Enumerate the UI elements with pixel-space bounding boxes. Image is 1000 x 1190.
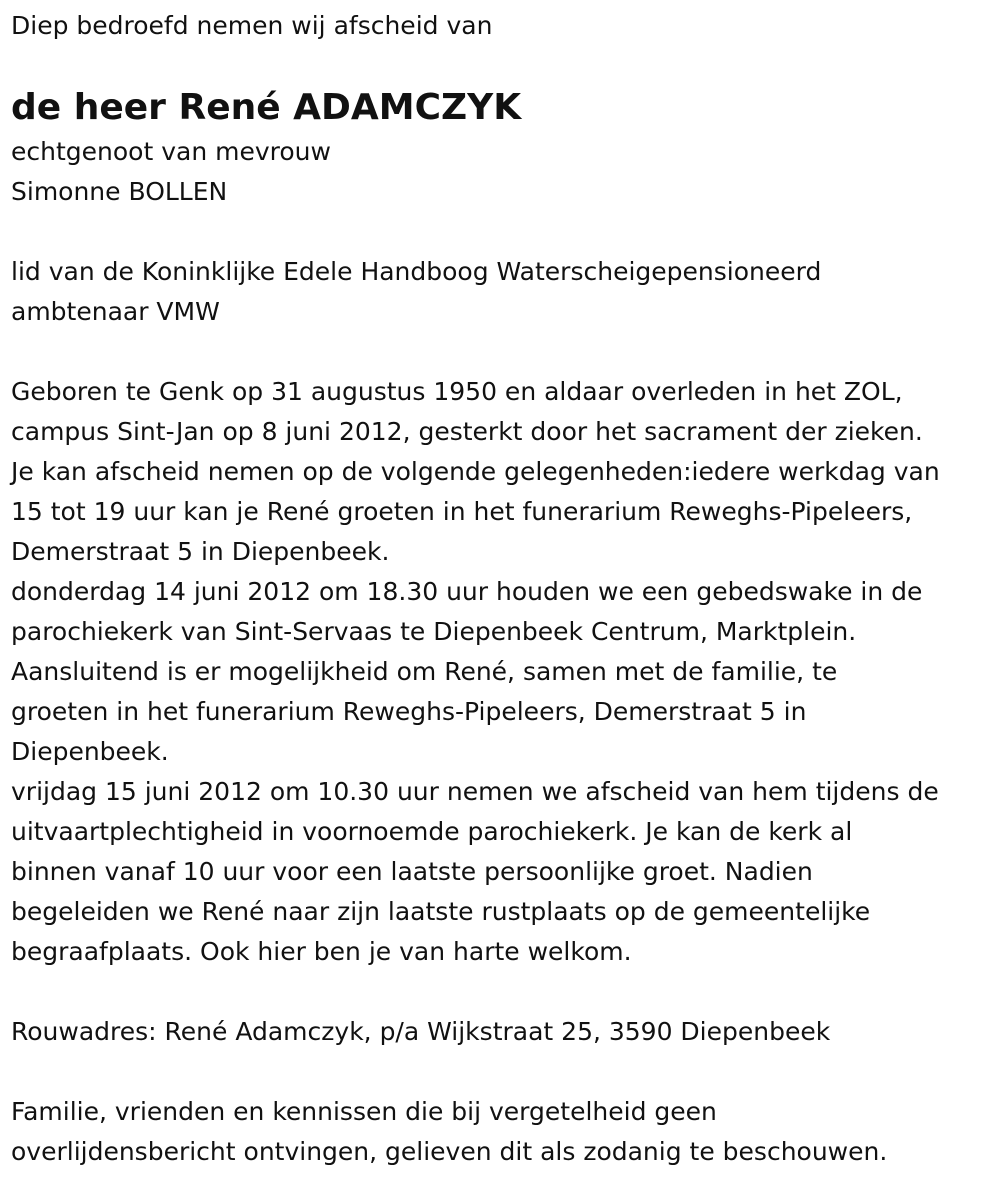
details-block [11,372,991,972]
details-line: parochiekerk van Sint-Servaas te Diepenbeek Centrum, Marktplein. [11,617,857,646]
membership-line: lid van de Koninklijke Edele Handboog Waterscheigepensioneerd [11,257,822,286]
details-line: vrijdag 15 juni 2012 om 10.30 uur nemen we afscheid van hem tijdens de [11,777,939,806]
spacer [11,972,991,1012]
closing-block [11,1092,991,1172]
details-line: Diepenbeek. [11,737,169,766]
spouse-line: echtgenoot van mevrouw [11,137,331,166]
spouse-block [11,132,991,212]
spacer [11,1052,991,1092]
spacer [11,46,991,84]
details-line: begeleiden we René naar zijn laatste rustplaats op de gemeentelijke [11,897,871,926]
details-line: binnen vanaf 10 uur voor een laatste persoonlijke groet. Nadien [11,857,813,886]
details-line: begraafplaats. Ook hier ben je van harte welkom. [11,937,632,966]
closing-line: Familie, vrienden en kennissen die bij vergetelheid geen [11,1097,717,1126]
intro-text: Diep bedroefd nemen wij afscheid van [11,11,493,40]
membership-line: ambtenaar VMW [11,297,220,326]
details-line: 15 tot 19 uur kan je René groeten in het funerarium Reweghs-Pipeleers, [11,497,913,526]
details-line: Aansluitend is er mogelijkheid om René, samen met de familie, te [11,657,838,686]
details-line: donderdag 14 juni 2012 om 18.30 uur houden we een gebedswake in de [11,577,923,606]
details-line: Je kan afscheid nemen op de volgende gelegenheden:iedere werkdag van [11,457,940,486]
mourning-address: Rouwadres: René Adamczyk, p/a Wijkstraat 25, 3590 Diepenbeek [11,1017,831,1046]
details-line: Demerstraat 5 in Diepenbeek. [11,537,390,566]
details-line: Geboren te Genk op 31 augustus 1950 en aldaar overleden in het ZOL, [11,377,903,406]
memberships-block [11,252,991,332]
closing-line: overlijdensbericht ontvingen, gelieven dit als zodanig te beschouwen. [11,1137,888,1166]
spacer [11,212,991,252]
deceased-name: de heer René ADAMCZYK [11,87,522,128]
details-line: campus Sint-Jan op 8 juni 2012, gesterkt door het sacrament der zieken. [11,417,923,446]
details-line: groeten in het funerarium Reweghs-Pipeleers, Demerstraat 5 in [11,697,807,726]
spouse-name: Simonne BOLLEN [11,177,228,206]
details-line: uitvaartplechtigheid in voornoemde parochiekerk. Je kan de kerk al [11,817,853,846]
death-notice [11,6,991,1172]
spacer [11,332,991,372]
